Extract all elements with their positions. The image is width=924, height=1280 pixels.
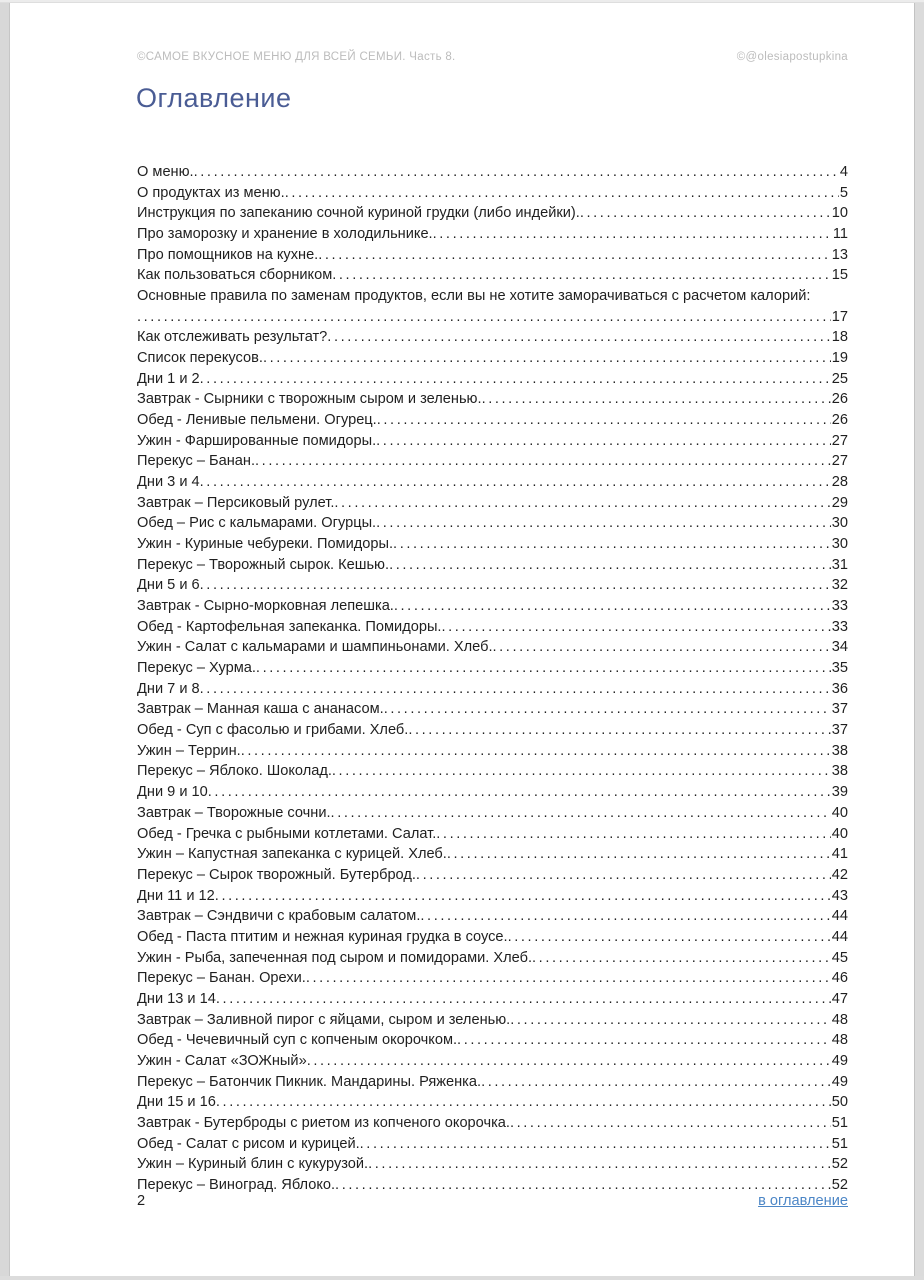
toc-entry-text: Перекус – Банан. Орехи. xyxy=(137,970,306,987)
toc-entry-text: Ужин – Куриный блин с кукурузой. xyxy=(137,1156,369,1173)
page-title: Оглавление xyxy=(136,83,292,113)
toc-page-number: 31 xyxy=(831,556,848,573)
toc-page-number: 44 xyxy=(831,908,848,925)
toc-page-number: 30 xyxy=(831,536,848,553)
toc-dot-leader xyxy=(510,1010,831,1031)
toc-entry-text: Обед - Салат с рисом и курицей. xyxy=(137,1135,360,1152)
toc-entry-text: Завтрак - Бутерброды с риетом из копченого окорочка. xyxy=(137,1114,510,1131)
toc-page-number: 50 xyxy=(831,1094,848,1111)
toc-page-number: 15 xyxy=(831,267,848,284)
toc-entry[interactable] xyxy=(137,265,848,286)
toc-page-number: 37 xyxy=(831,722,848,739)
toc-entry-text: Перекус – Виноград. Яблоко. xyxy=(137,1176,336,1193)
toc-entry[interactable] xyxy=(137,968,848,989)
toc-dot-leader xyxy=(318,245,831,266)
toc-entry[interactable] xyxy=(137,224,848,245)
toc-page-number: 26 xyxy=(831,391,848,408)
toc-page-number: 52 xyxy=(831,1156,848,1173)
toc-dot-leader xyxy=(200,575,831,596)
toc-page-number: 10 xyxy=(831,205,848,222)
toc-entry-text: Перекус – Батончик Пикник. Мандарины. Ряженка. xyxy=(137,1073,482,1090)
toc-entry[interactable] xyxy=(137,327,848,348)
toc-entry-text: Завтрак - Сырники с творожным сыром и зеленью. xyxy=(137,391,482,408)
toc-dot-leader xyxy=(215,886,831,907)
page-edge-right xyxy=(914,0,924,1280)
page-edge-left xyxy=(0,0,10,1280)
toc-page-number: 18 xyxy=(831,329,848,346)
toc-entry-text: Завтрак - Сырно-морковная лепешка. xyxy=(137,598,394,615)
toc-entry-text: Ужин – Капустная запеканка с курицей. Хлеб. xyxy=(137,846,447,863)
toc-dot-leader xyxy=(389,555,831,576)
toc-entry-text: Список перекусов. xyxy=(137,350,263,367)
toc-dot-leader xyxy=(216,989,831,1010)
toc-page-number: 38 xyxy=(831,763,848,780)
toc-dot-leader xyxy=(436,824,830,845)
toc-entry[interactable] xyxy=(137,389,848,410)
toc-page-number: 26 xyxy=(831,412,848,429)
toc-entry[interactable] xyxy=(137,286,848,307)
toc-entry-text: Как отслеживать результат? xyxy=(137,329,328,346)
toc-dot-leader xyxy=(376,513,831,534)
header-copyright-text: ©САМОЕ ВКУСНОЕ МЕНЮ ДЛЯ ВСЕЙ СЕМЬИ. Часть 8. xyxy=(137,51,456,63)
toc-page-number: 29 xyxy=(831,494,848,511)
toc-entry[interactable] xyxy=(137,741,848,762)
toc-page-number: 42 xyxy=(831,866,848,883)
toc-dot-leader xyxy=(416,865,831,886)
toc-page-number: 37 xyxy=(831,701,848,718)
toc-entry-text: Перекус – Творожный сырок. Кешью. xyxy=(137,556,390,573)
toc-dot-leader xyxy=(360,1134,831,1155)
page-footer xyxy=(137,1193,848,1209)
toc-entry-text: Завтрак – Сэндвичи с крабовым салатом. xyxy=(137,908,421,925)
toc-dot-leader xyxy=(216,1092,831,1113)
toc-entry-text: Перекус – Хурма. xyxy=(137,660,256,677)
toc-dot-leader xyxy=(376,431,831,452)
toc-page-number: 49 xyxy=(831,1073,848,1090)
toc-entry-text: Ужин - Рыба, запеченная под сыром и помидорами. Хлеб. xyxy=(137,949,533,966)
toc-entry[interactable] xyxy=(137,431,848,452)
toc-entry[interactable] xyxy=(137,493,848,514)
toc-page-number: 48 xyxy=(831,1011,848,1028)
toc-entry[interactable] xyxy=(137,410,848,431)
toc-entry[interactable] xyxy=(137,162,848,183)
toc-page-number: 27 xyxy=(831,432,848,449)
toc-entry[interactable] xyxy=(137,699,848,720)
toc-entry-text: О продуктах из меню. xyxy=(137,184,285,201)
toc-dot-leader xyxy=(307,1051,831,1072)
toc-dot-leader xyxy=(481,1072,831,1093)
toc-page-number: 28 xyxy=(831,474,848,491)
toc-dot-leader xyxy=(442,617,831,638)
toc-page-number: 45 xyxy=(831,949,848,966)
toc-page-number: 30 xyxy=(831,515,848,532)
toc-dot-leader xyxy=(510,1113,831,1134)
toc-entry[interactable] xyxy=(137,1154,848,1175)
toc-entry-text: Ужин - Фаршированные помидоры. xyxy=(137,432,377,449)
toc-page-number: 40 xyxy=(831,825,848,842)
toc-page-number: 51 xyxy=(831,1114,848,1131)
toc-page-number: 39 xyxy=(831,784,848,801)
toc-entry[interactable] xyxy=(137,307,848,328)
toc-page-number: 43 xyxy=(831,887,848,904)
page-edge-bottom xyxy=(0,1276,924,1280)
toc-page-number: 13 xyxy=(831,246,848,263)
toc-entry-text: Дни 13 и 14 xyxy=(137,990,216,1007)
toc-page-number: 17 xyxy=(831,308,848,325)
toc-page-number: 34 xyxy=(831,639,848,656)
toc-dot-leader xyxy=(433,224,832,245)
toc-entry[interactable] xyxy=(137,865,848,886)
toc-entry-text: Как пользоваться сборником xyxy=(137,267,333,284)
toc-entry[interactable] xyxy=(137,1092,848,1113)
toc-entry-text: Перекус – Банан. xyxy=(137,453,256,470)
toc-dot-leader xyxy=(408,720,830,741)
toc-page-number: 49 xyxy=(831,1052,848,1069)
toc-entry[interactable] xyxy=(137,1072,848,1093)
toc-page-number: 19 xyxy=(831,350,848,367)
toc-dot-leader xyxy=(377,410,831,431)
toc-entry-text: Обед - Чечевичный суп с копченым окорочком. xyxy=(137,1032,458,1049)
page-edge-top xyxy=(0,0,924,3)
toc-entry[interactable] xyxy=(137,1030,848,1051)
toc-dot-leader xyxy=(332,761,831,782)
toc-page-number: 48 xyxy=(831,1032,848,1049)
toc-entry[interactable] xyxy=(137,245,848,266)
toc-entry[interactable] xyxy=(137,534,848,555)
toc-dot-leader xyxy=(332,265,831,286)
toc-entry[interactable] xyxy=(137,637,848,658)
toc-page-number: 51 xyxy=(831,1135,848,1152)
toc-entry[interactable] xyxy=(137,989,848,1010)
toc-page-number: 40 xyxy=(831,804,848,821)
toc-dot-leader xyxy=(457,1030,831,1051)
toc-dot-leader xyxy=(255,451,831,472)
toc-entry[interactable] xyxy=(137,1113,848,1134)
toc-page-number: 52 xyxy=(831,1176,848,1193)
toc-entry-text: Перекус – Сырок творожный. Бутерброд. xyxy=(137,866,416,883)
toc-dot-leader xyxy=(393,534,831,555)
toc-entry-text: Дни 9 и 10 xyxy=(137,784,208,801)
toc-page-number: 25 xyxy=(831,370,848,387)
toc-page-number: 47 xyxy=(831,990,848,1007)
toc-entry-text: Ужин - Куриные чебуреки. Помидоры. xyxy=(137,536,394,553)
toc-dot-leader xyxy=(194,162,839,183)
toc-entry[interactable] xyxy=(137,203,848,224)
toc-entry-text: Ужин - Салат с кальмарами и шампиньонами. Хлеб. xyxy=(137,639,493,656)
toc-page-number: 4 xyxy=(839,164,848,180)
toc-entry-text: Обед - Картофельная запеканка. Помидоры. xyxy=(137,618,442,635)
toc-page-number: 27 xyxy=(831,453,848,470)
toc-dot-leader xyxy=(200,472,831,493)
toc-page-number: 35 xyxy=(831,660,848,677)
toc-entry-text: Ужин – Террин. xyxy=(137,742,241,759)
toc-entry[interactable] xyxy=(137,348,848,369)
toc-entry[interactable] xyxy=(137,803,848,824)
toc-dot-leader xyxy=(137,307,831,328)
toc-entry[interactable] xyxy=(137,575,848,596)
toc-entry[interactable] xyxy=(137,658,848,679)
toc-entry-text: Обед - Паста птитим и нежная куриная грудка в соусе. xyxy=(137,928,508,945)
toc-entry[interactable] xyxy=(137,596,848,617)
toc-dot-leader xyxy=(508,927,831,948)
toc-page-number: 46 xyxy=(831,970,848,987)
toc-entry[interactable] xyxy=(137,451,848,472)
toc-entry[interactable] xyxy=(137,369,848,390)
toc-entry-text: Дни 11 и 12 xyxy=(137,887,215,904)
toc-page-number: 11 xyxy=(832,226,848,243)
toc-entry[interactable] xyxy=(137,1134,848,1155)
toc-entry[interactable] xyxy=(137,886,848,907)
toc-entry[interactable] xyxy=(137,183,848,204)
toc-entry-text: Про заморозку и хранение в холодильнике. xyxy=(137,226,433,243)
toc-page-number: 44 xyxy=(831,928,848,945)
toc-entry-text: Инструкция по запеканию сочной куриной грудки (либо индейки). xyxy=(137,205,580,222)
toc-dot-leader xyxy=(493,637,831,658)
toc-entry-text: Завтрак – Манная каша с ананасом. xyxy=(137,701,384,718)
toc-entry-text: Дни 15 и 16 xyxy=(137,1094,216,1111)
toc-list xyxy=(137,162,848,1196)
toc-entry-text: Обед – Рис с кальмарами. Огурцы. xyxy=(137,515,377,532)
toc-entry[interactable] xyxy=(137,761,848,782)
toc-entry[interactable] xyxy=(137,679,848,700)
toc-dot-leader xyxy=(482,389,831,410)
toc-dot-leader xyxy=(200,369,831,390)
page-header xyxy=(137,51,848,63)
toc-dot-leader xyxy=(241,741,831,762)
toc-entry[interactable] xyxy=(137,555,848,576)
toc-entry-text: Основные правила по заменам продуктов, если вы не хотите заморачиваться с расчетом калорий: xyxy=(137,288,811,305)
toc-entry-text: Дни 3 и 4 xyxy=(137,474,200,491)
toc-dot-leader xyxy=(532,948,831,969)
toc-page-number: 38 xyxy=(831,742,848,759)
toc-dot-leader xyxy=(580,203,831,224)
toc-entry[interactable] xyxy=(137,1051,848,1072)
toc-dot-leader xyxy=(263,348,831,369)
toc-entry[interactable] xyxy=(137,844,848,865)
toc-entry[interactable] xyxy=(137,720,848,741)
toc-entry[interactable] xyxy=(137,927,848,948)
toc-page-number: 41 xyxy=(831,846,848,863)
toc-entry[interactable] xyxy=(137,824,848,845)
toc-entry-text: Обед - Ленивые пельмени. Огурец. xyxy=(137,412,377,429)
toc-dot-leader xyxy=(208,782,831,803)
toc-entry-text: Про помощников на кухне. xyxy=(137,246,319,263)
toc-entry-text: Обед - Гречка с рыбными котлетами. Салат. xyxy=(137,825,437,842)
toc-entry[interactable] xyxy=(137,472,848,493)
toc-entry-text: Завтрак – Творожные сочни. xyxy=(137,804,331,821)
toc-entry-text: Обед - Суп с фасолью и грибами. Хлеб. xyxy=(137,722,409,739)
toc-page-number: 36 xyxy=(831,680,848,697)
toc-page-number: 33 xyxy=(831,618,848,635)
toc-entry-text: Перекус – Яблоко. Шоколад. xyxy=(137,763,332,780)
page-number: 2 xyxy=(137,1193,146,1209)
toc-entry-text: Завтрак – Заливной пирог с яйцами, сыром и зеленью. xyxy=(137,1011,511,1028)
toc-page-number: 5 xyxy=(839,184,848,201)
toc-entry-text: Дни 5 и 6 xyxy=(137,577,200,594)
toc-dot-leader xyxy=(306,968,831,989)
toc-entry[interactable] xyxy=(137,948,848,969)
toc-entry-text: О меню. xyxy=(137,164,194,180)
toc-entry[interactable] xyxy=(137,782,848,803)
toc-dot-leader xyxy=(327,327,830,348)
toc-dot-leader xyxy=(447,844,831,865)
toc-entry[interactable] xyxy=(137,513,848,534)
toc-dot-leader xyxy=(420,906,830,927)
toc-dot-leader xyxy=(384,699,831,720)
toc-entry-text: Дни 7 и 8 xyxy=(137,680,200,697)
toc-entry[interactable] xyxy=(137,906,848,927)
toc-dot-leader xyxy=(394,596,831,617)
toc-dot-leader xyxy=(368,1154,831,1175)
toc-page-number: 32 xyxy=(831,577,848,594)
back-to-contents-link[interactable]: в оглавление xyxy=(758,1193,848,1209)
toc-dot-leader xyxy=(331,803,831,824)
toc-entry-text: Дни 1 и 2 xyxy=(137,370,200,387)
toc-entry[interactable] xyxy=(137,1010,848,1031)
toc-dot-leader xyxy=(200,679,831,700)
toc-entry-text: Завтрак – Персиковый рулет. xyxy=(137,494,335,511)
toc-entry-text: Ужин - Салат «ЗОЖный» xyxy=(137,1052,307,1069)
header-author-handle: ©@olesiapostupkina xyxy=(736,51,848,63)
toc-dot-leader xyxy=(334,493,830,514)
toc-page-number: 33 xyxy=(831,598,848,615)
toc-entry[interactable] xyxy=(137,617,848,638)
toc-dot-leader xyxy=(256,658,831,679)
toc-dot-leader xyxy=(285,183,839,204)
